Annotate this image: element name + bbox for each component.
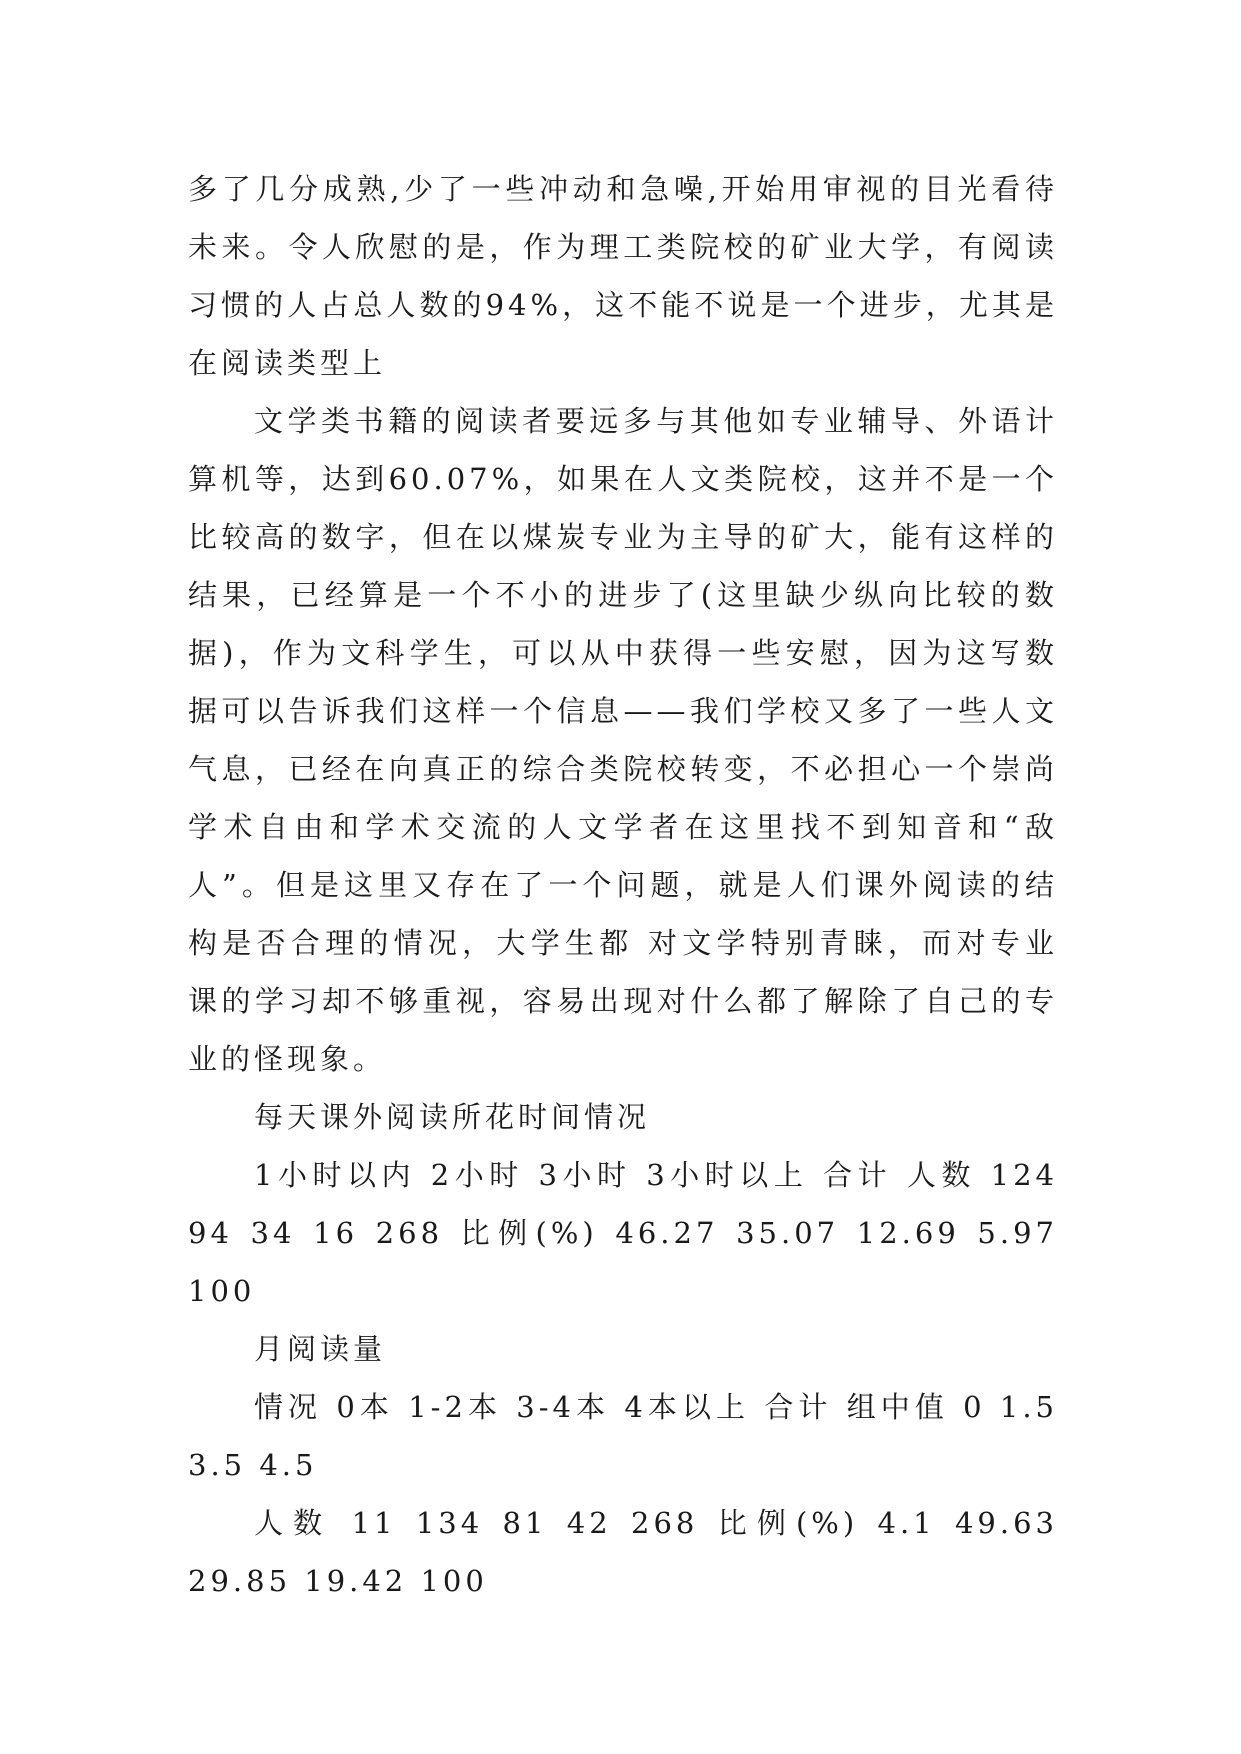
heading-monthly-reading: 月阅读量 [254, 1332, 387, 1366]
paragraph-monthly-reading-header: 情况 0本 1-2本 3-4本 4本以上 合计 组中值 0 1.5 3.5 4.5 [188, 1390, 1058, 1482]
paragraph-reading-habits: 多了几分成熟,少了一些冲动和急噪,开始用审视的目光看待未来。令人欣慰的是，作为理工类院校的矿业大学，有阅读习惯的人占总人数的94%，这不能不说是一个进步，尤其是在阅读类型上 [188, 172, 1058, 380]
document-page [188, 160, 1058, 1610]
paragraph-monthly-reading-values: 人数 11 134 81 42 268 比例(%) 4.1 49.63 29.85 19.42 100 [188, 1506, 1058, 1598]
paragraph-literature-readers: 文学类书籍的阅读者要远多与其他如专业辅导、外语计算机等，达到60.07%，如果在人文类院校，这并不是一个比较高的数字，但在以煤炭专业为主导的矿大，能有这样的结果，已经算是一个不小的进步了(这里缺少纵向比较的数据)，作为文科学生，可以从中获得一些安慰，因为这写数据可以告诉我们这样一个信息——我们学校又多了一些人文气息，已经在向真正的综合类院校转变，不必担心一个崇尚学术自由和学术交流的人文学者在这里找不到知音和“敌人”。但是这里又存在了一个问题，就是人们课外阅读的结构是否合理的情况，大学生都 对文学特别青睐，而对专业课的学习却不够重视，容易出现对什么都了解除了自己的专业的怪现象。 [188, 404, 1058, 1076]
paragraph-daily-reading-table: 1小时以内 2小时 3小时 3小时以上 合计 人数 124 94 34 16 268 比例(%) 46.27 35.07 12.69 5.97 100 [188, 1158, 1058, 1308]
heading-daily-reading-time: 每天课外阅读所花时间情况 [254, 1100, 651, 1134]
